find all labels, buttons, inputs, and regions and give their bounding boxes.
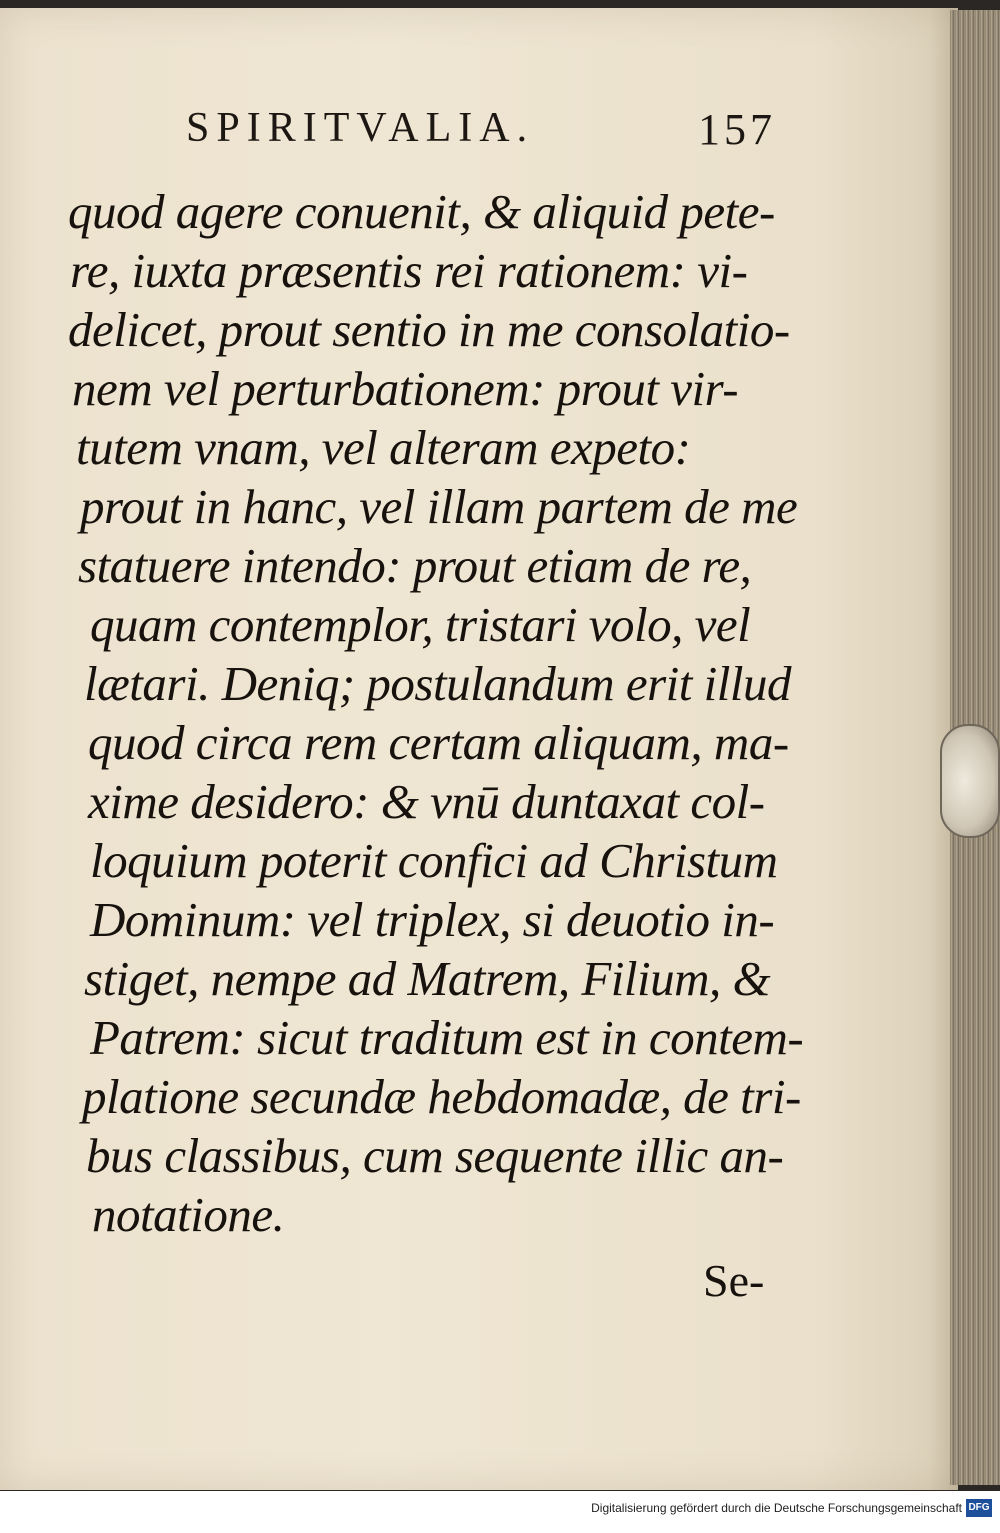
footer-credit: Digitalisierung gefördert durch die Deutsche Forschungsgemeinschaft: [591, 1501, 962, 1515]
text-line: nem vel perturbationem: prout vir-: [72, 361, 739, 416]
text-line: statuere intendo: prout etiam de re,: [78, 538, 752, 593]
text-line: stiget, nempe ad Matrem, Filium, &: [84, 951, 771, 1006]
text-line: re, iuxta præsentis rei rationem: vi-: [70, 243, 748, 298]
text-line: Patrem: sicut traditum est in contem-: [90, 1010, 804, 1065]
text-line: delicet, prout sentio in me consolatio-: [68, 302, 790, 357]
text-line: xime desidero: & vnū duntaxat col-: [88, 774, 765, 829]
text-line: platione secundæ hebdomadæ, de tri-: [82, 1069, 801, 1124]
text-line: quod circa rem certam aliquam, ma-: [88, 715, 789, 770]
text-line: tutem vnam, vel alteram expeto:: [76, 420, 691, 475]
running-head: SPIRITVALIA.: [186, 105, 535, 151]
catchword: Se-: [703, 1255, 765, 1306]
page-clip: [940, 724, 1000, 838]
body-text: [64, 182, 804, 1244]
page-header: [186, 104, 776, 156]
text-line: Dominum: vel triplex, si deuotio in-: [90, 892, 775, 947]
digitization-footer: [0, 1491, 1000, 1533]
text-line: quam contemplor, tristari volo, vel: [90, 597, 751, 652]
text-line: quod agere conuenit, & aliquid pete-: [68, 184, 775, 239]
text-line: bus classibus, cum sequente illic an-: [86, 1128, 784, 1183]
text-line: prout in hanc, vel illam partem de me: [80, 479, 798, 534]
page-number: 157: [698, 105, 776, 154]
dfg-logo-icon: DFG: [966, 1499, 992, 1517]
text-line: notatione.: [92, 1187, 285, 1242]
text-line: loquium poterit confici ad Christum: [90, 833, 778, 888]
text-line: lætari. Deniq; postulandum erit illud: [84, 656, 791, 711]
